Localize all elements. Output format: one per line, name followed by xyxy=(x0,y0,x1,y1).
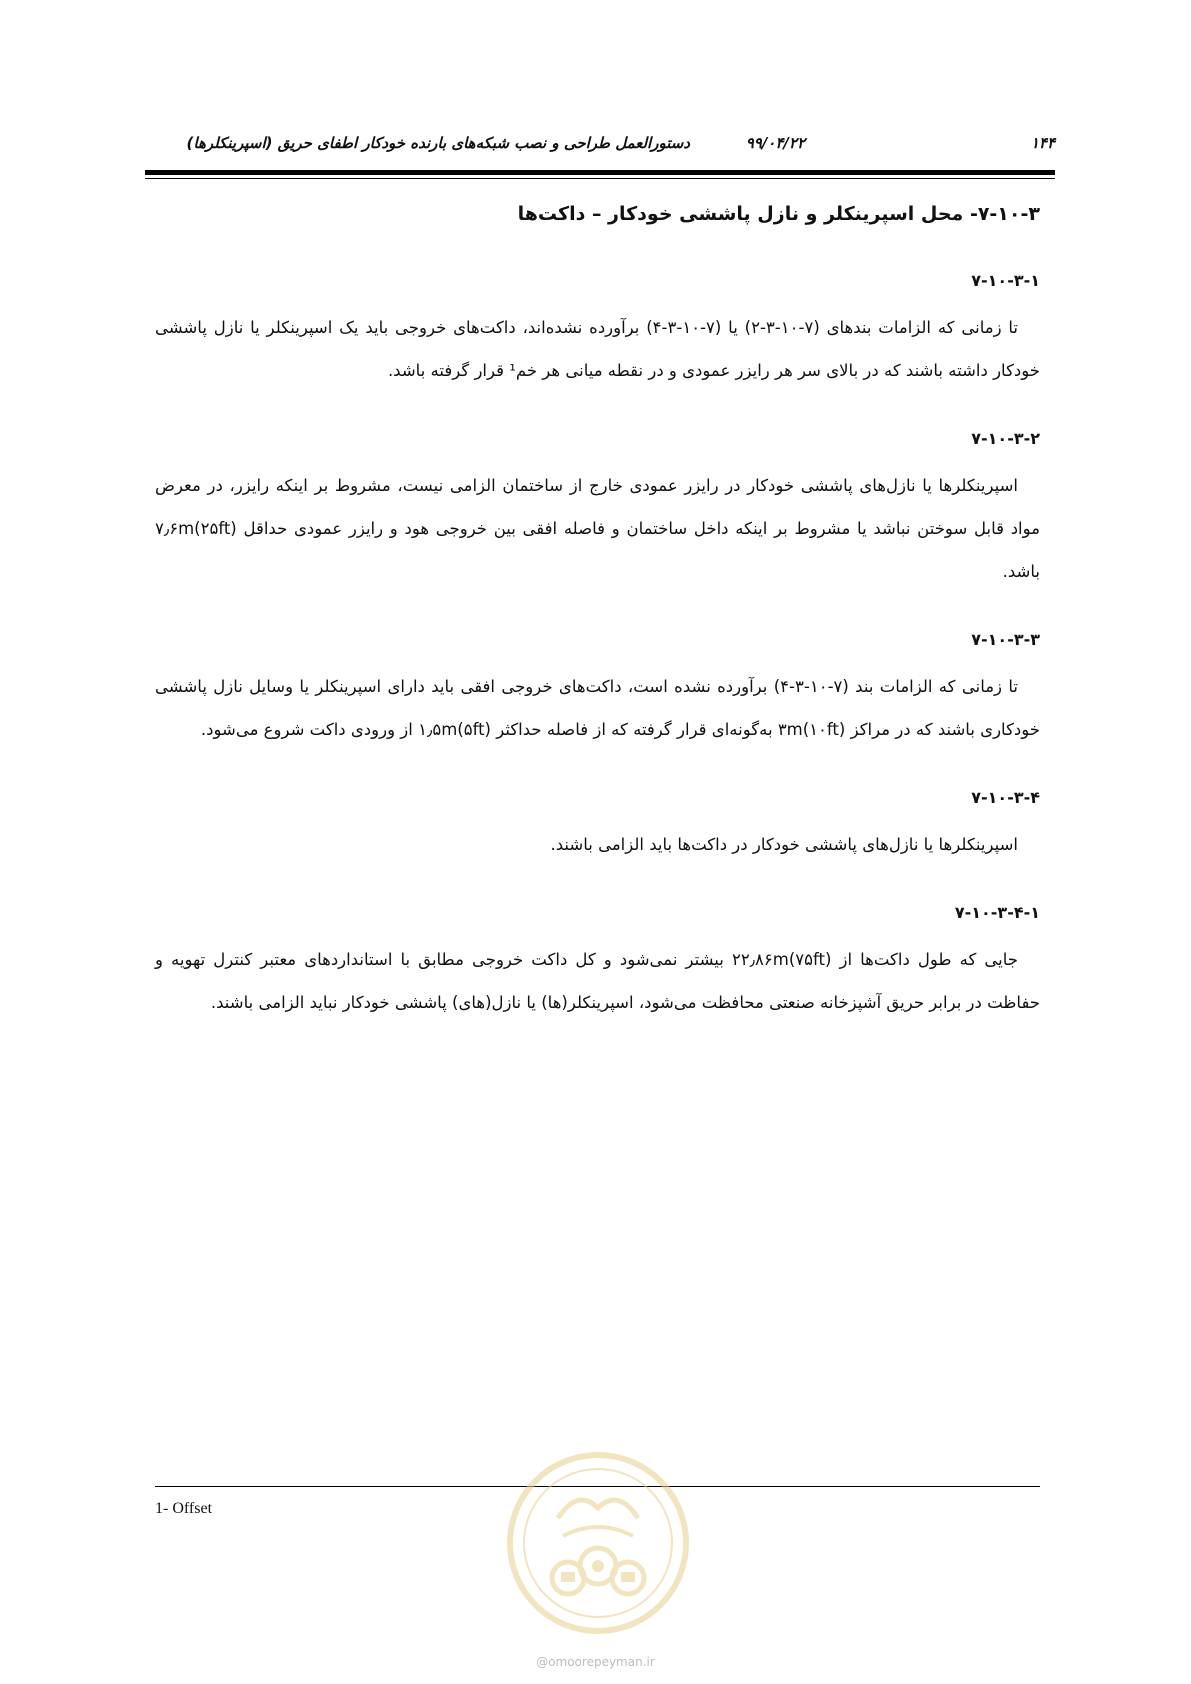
page-number: ۱۴۴ xyxy=(1030,134,1055,152)
clause-text: تا زمانی که الزامات بندهای (۷-۱۰-۳-۲) یا (۷-۱۰-۳-۴) برآورده نشده‌اند، داکت‌های خروجی باید یک اسپرینکلر یا نازل پاششی خودکار داشته باشند که در بالای سر هر رایزر عمودی و در نقطه میانی هر خم¹ قرار گرفته باشد. xyxy=(155,318,1040,380)
clause-text: جایی که طول داکت‌ها از ۲۲٫۸۶m(۷۵ft) بیشتر نمی‌شود و کل داکت خروجی مطابق با استانداردهای معتبر کنترل تهویه و حفاظت در برابر حریق آشپزخانه صنعتی محافظت می‌شود، اسپرینکلر(ها) یا نازل(های) پاششی خودکار نباید الزامی باشند. xyxy=(155,950,1040,1012)
header-rule xyxy=(145,170,1055,175)
watermark-text: @omoorepeyman.ir xyxy=(536,1655,655,1669)
clause-number: ۷-۱۰-۳-۳ xyxy=(971,630,1040,649)
document-title: دستورالعمل طراحی و نصب شبکه‌های بارنده خودکار اطفای حریق (اسپرینکلرها) xyxy=(186,134,690,152)
clause-number: ۷-۱۰-۳-۴-۱ xyxy=(954,903,1040,922)
document-date: ۹۹/۰۴/۲۲ xyxy=(745,134,805,152)
page-content xyxy=(155,182,1040,1024)
clause-number: ۷-۱۰-۳-۴ xyxy=(971,788,1040,807)
clause-number: ۷-۱۰-۳-۱ xyxy=(971,271,1040,290)
footnote: 1- Offset xyxy=(155,1500,213,1517)
clause-number: ۷-۱۰-۳-۲ xyxy=(971,429,1040,448)
header-rule-thin xyxy=(145,178,1055,179)
watermark-logo-icon xyxy=(503,1448,693,1638)
page-header xyxy=(145,132,1055,158)
clause-text: تا زمانی که الزامات بند (۷-۱۰-۳-۴) برآورده نشده است، داکت‌های خروجی افقی باید دارای اسپرینکلر یا وسایل نازل پاششی خودکاری باشند که در مراکز ۳m(۱۰ft) به‌گونه‌ای قرار گرفته که از فاصله حداکثر ۱٫۵m(۵ft) از ورودی داکت شروع می‌شود. xyxy=(155,677,1040,739)
section-title: ۷-۱۰-۳- محل اسپرینکلر و نازل پاششی خودکار – داکت‌ها xyxy=(517,203,1040,225)
clause-text: اسپرینکلرها یا نازل‌های پاششی خودکار در داکت‌ها باید الزامی باشند. xyxy=(550,835,1018,854)
clause-text: اسپرینکلرها یا نازل‌های پاششی خودکار در رایزر عمودی خارج از ساختمان الزامی نیست، مشروط بر اینکه رایزر، در معرض مواد قابل سوختن نباشد یا مشروط بر اینکه داخل ساختمان و فاصله افقی بین خروجی هود و رایزر عمودی حداقل ۷٫۶m(۲۵ft) باشد. xyxy=(155,476,1040,581)
